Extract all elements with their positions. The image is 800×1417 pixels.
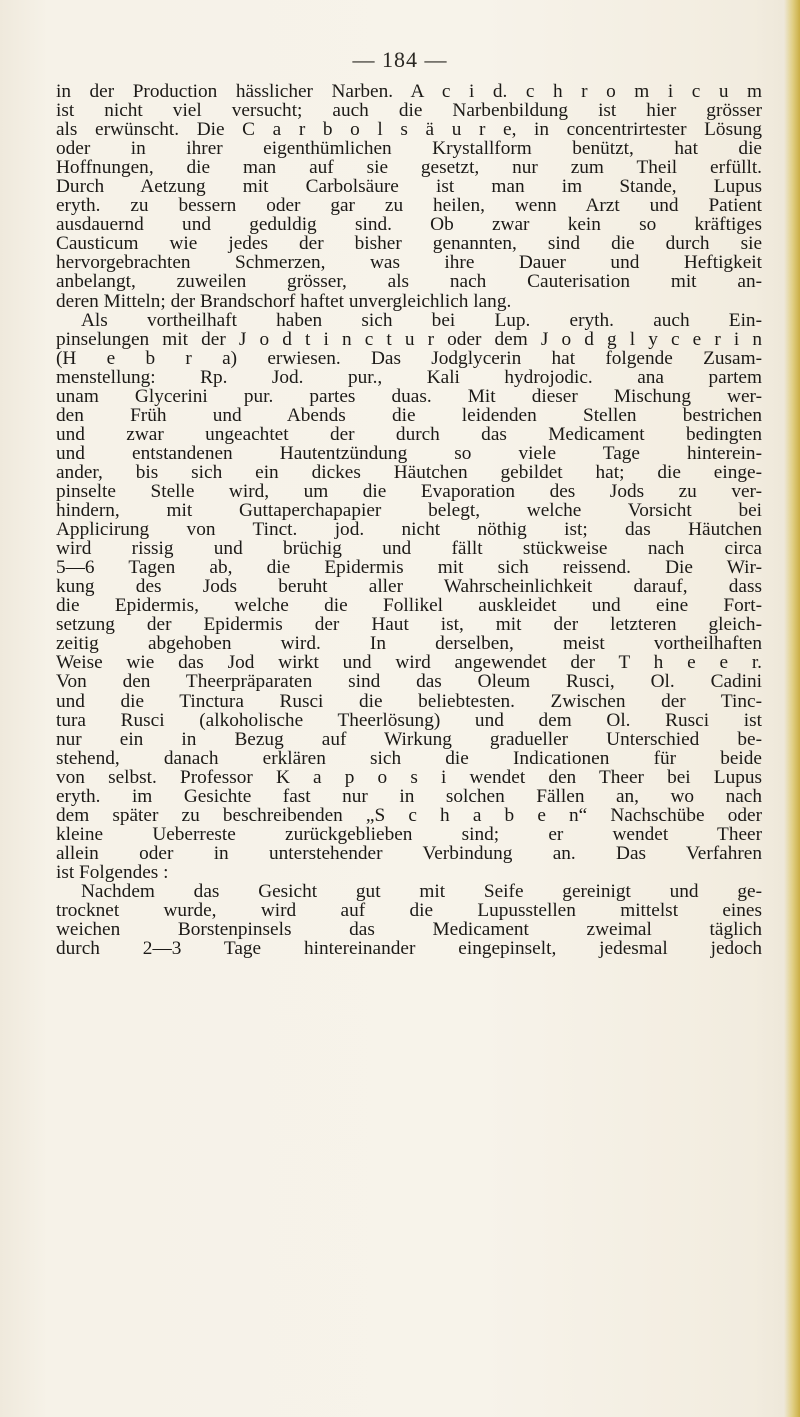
text-line: oder in ihrer eigenthümlichen Krystallform benützt, hat die <box>56 138 762 160</box>
text-line: und entstandenen Hautentzündung so viele Tage hinterein- <box>56 442 762 464</box>
text-line: (H e b r a) erwiesen. Das Jodglycerin hat folgende Zusam- <box>56 347 762 369</box>
page-edge-shadow <box>784 0 800 1417</box>
text-line: pinselte Stelle wird, um die Evaporation des Jods zu ver- <box>56 480 762 502</box>
text-line: tura Rusci (alkoholische Theerlösung) und dem Ol. Rusci ist <box>56 709 762 731</box>
text-line: Durch Aetzung mit Carbolsäure ist man im Stande, Lupus <box>56 176 762 198</box>
text-line: ist Folgendes : <box>56 861 169 883</box>
text-line: eryth. im Gesichte fast nur in solchen Fällen an, wo nach <box>56 785 762 807</box>
text-line: deren Mitteln; der Brandschorf haftet unvergleichlich lang. <box>56 290 512 312</box>
text-line: Als vortheilhaft haben sich bei Lup. eryth. auch Ein- <box>81 309 762 331</box>
text-line: Causticum wie jedes der bisher genannten, sind die durch sie <box>56 233 762 255</box>
text-line: hindern, mit Guttaperchapapier belegt, welche Vorsicht bei <box>56 500 762 522</box>
text-line: hervorgebrachten Schmerzen, was ihre Dauer und Heftigkeit <box>56 252 762 274</box>
text-line: weichen Borstenpinsels das Medicament zweimal täglich <box>56 919 762 941</box>
text-line: kleine Ueberreste zurückgeblieben sind; er wendet Theer <box>56 823 762 845</box>
text-line: die Epidermis, welche die Follikel auskleidet und eine Fort- <box>56 595 762 617</box>
text-line: den Früh und Abends die leidenden Stellen bestrichen <box>56 404 762 426</box>
body-text <box>56 82 762 958</box>
text-line: unam Glycerini pur. partes duas. Mit dieser Mischung wer- <box>56 385 762 407</box>
text-line: Applicirung von Tinct. jod. nicht nöthig ist; das Häutchen <box>56 519 762 541</box>
text-line: ausdauernd und geduldig sind. Ob zwar kein so kräftiges <box>56 214 762 236</box>
text-line: in der Production hässlicher Narben. A c i d. c h r o m i c u m <box>56 81 762 102</box>
text-line: dem später zu beschreibenden „S c h a b e n“ Nachschübe oder <box>56 804 762 826</box>
text-line: als erwünscht. Die C a r b o l s ä u r e, in concentrirtester Lösung <box>56 119 762 141</box>
text-line: ist nicht viel versucht; auch die Narbenbildung ist hier grösser <box>56 100 762 122</box>
text-line: zeitig abgehoben wird. In derselben, meist vortheilhaften <box>56 633 762 655</box>
text-line: pinselungen mit der J o d t i n c t u r oder dem J o d g l y c e r i n <box>56 328 762 350</box>
text-line: anbelangt, zuweilen grösser, als nach Cauterisation mit an- <box>56 271 762 293</box>
text-line: von selbst. Professor K a p o s i wendet den Theer bei Lupus <box>56 766 762 788</box>
text-line: und zwar ungeachtet der durch das Medicament bedingten <box>56 423 762 445</box>
text-line: Weise wie das Jod wirkt und wird angewendet der T h e e r. <box>56 652 762 674</box>
text-line: Nachdem das Gesicht gut mit Seife gereinigt und ge- <box>81 880 762 902</box>
text-line: wird rissig und brüchig und fällt stückweise nach circa <box>56 538 762 560</box>
text-line: Von den Theerpräparaten sind das Oleum Rusci, Ol. Cadini <box>56 671 762 693</box>
text-line: trocknet wurde, wird auf die Lupusstellen mittelst eines <box>56 900 762 922</box>
text-line: nur ein in Bezug auf Wirkung gradueller Unterschied be- <box>56 728 762 750</box>
text-line: ander, bis sich ein dickes Häutchen gebildet hat; die einge- <box>56 461 762 483</box>
text-line: setzung der Epidermis der Haut ist, mit der letzteren gleich- <box>56 614 762 636</box>
text-line: menstellung: Rp. Jod. pur., Kali hydrojodic. ana partem <box>56 366 762 388</box>
text-line: durch 2—3 Tage hintereinander eingepinselt, jedesmal jedoch <box>56 938 762 960</box>
text-line: und die Tinctura Rusci die beliebtesten. Zwischen der Tinc- <box>56 690 762 712</box>
page-number: — 184 — <box>352 47 448 72</box>
text-line: allein oder in unterstehender Verbindung an. Das Verfahren <box>56 842 762 864</box>
text-line: Hoffnungen, die man auf sie gesetzt, nur zum Theil erfüllt. <box>56 157 762 179</box>
text-line: eryth. zu bessern oder gar zu heilen, wenn Arzt und Patient <box>56 195 762 217</box>
text-line: stehend, danach erklären sich die Indicationen für beide <box>56 747 762 769</box>
text-line: kung des Jods beruht aller Wahrscheinlichkeit darauf, dass <box>56 576 762 598</box>
text-line: 5—6 Tagen ab, die Epidermis mit sich reissend. Die Wir- <box>56 557 762 579</box>
